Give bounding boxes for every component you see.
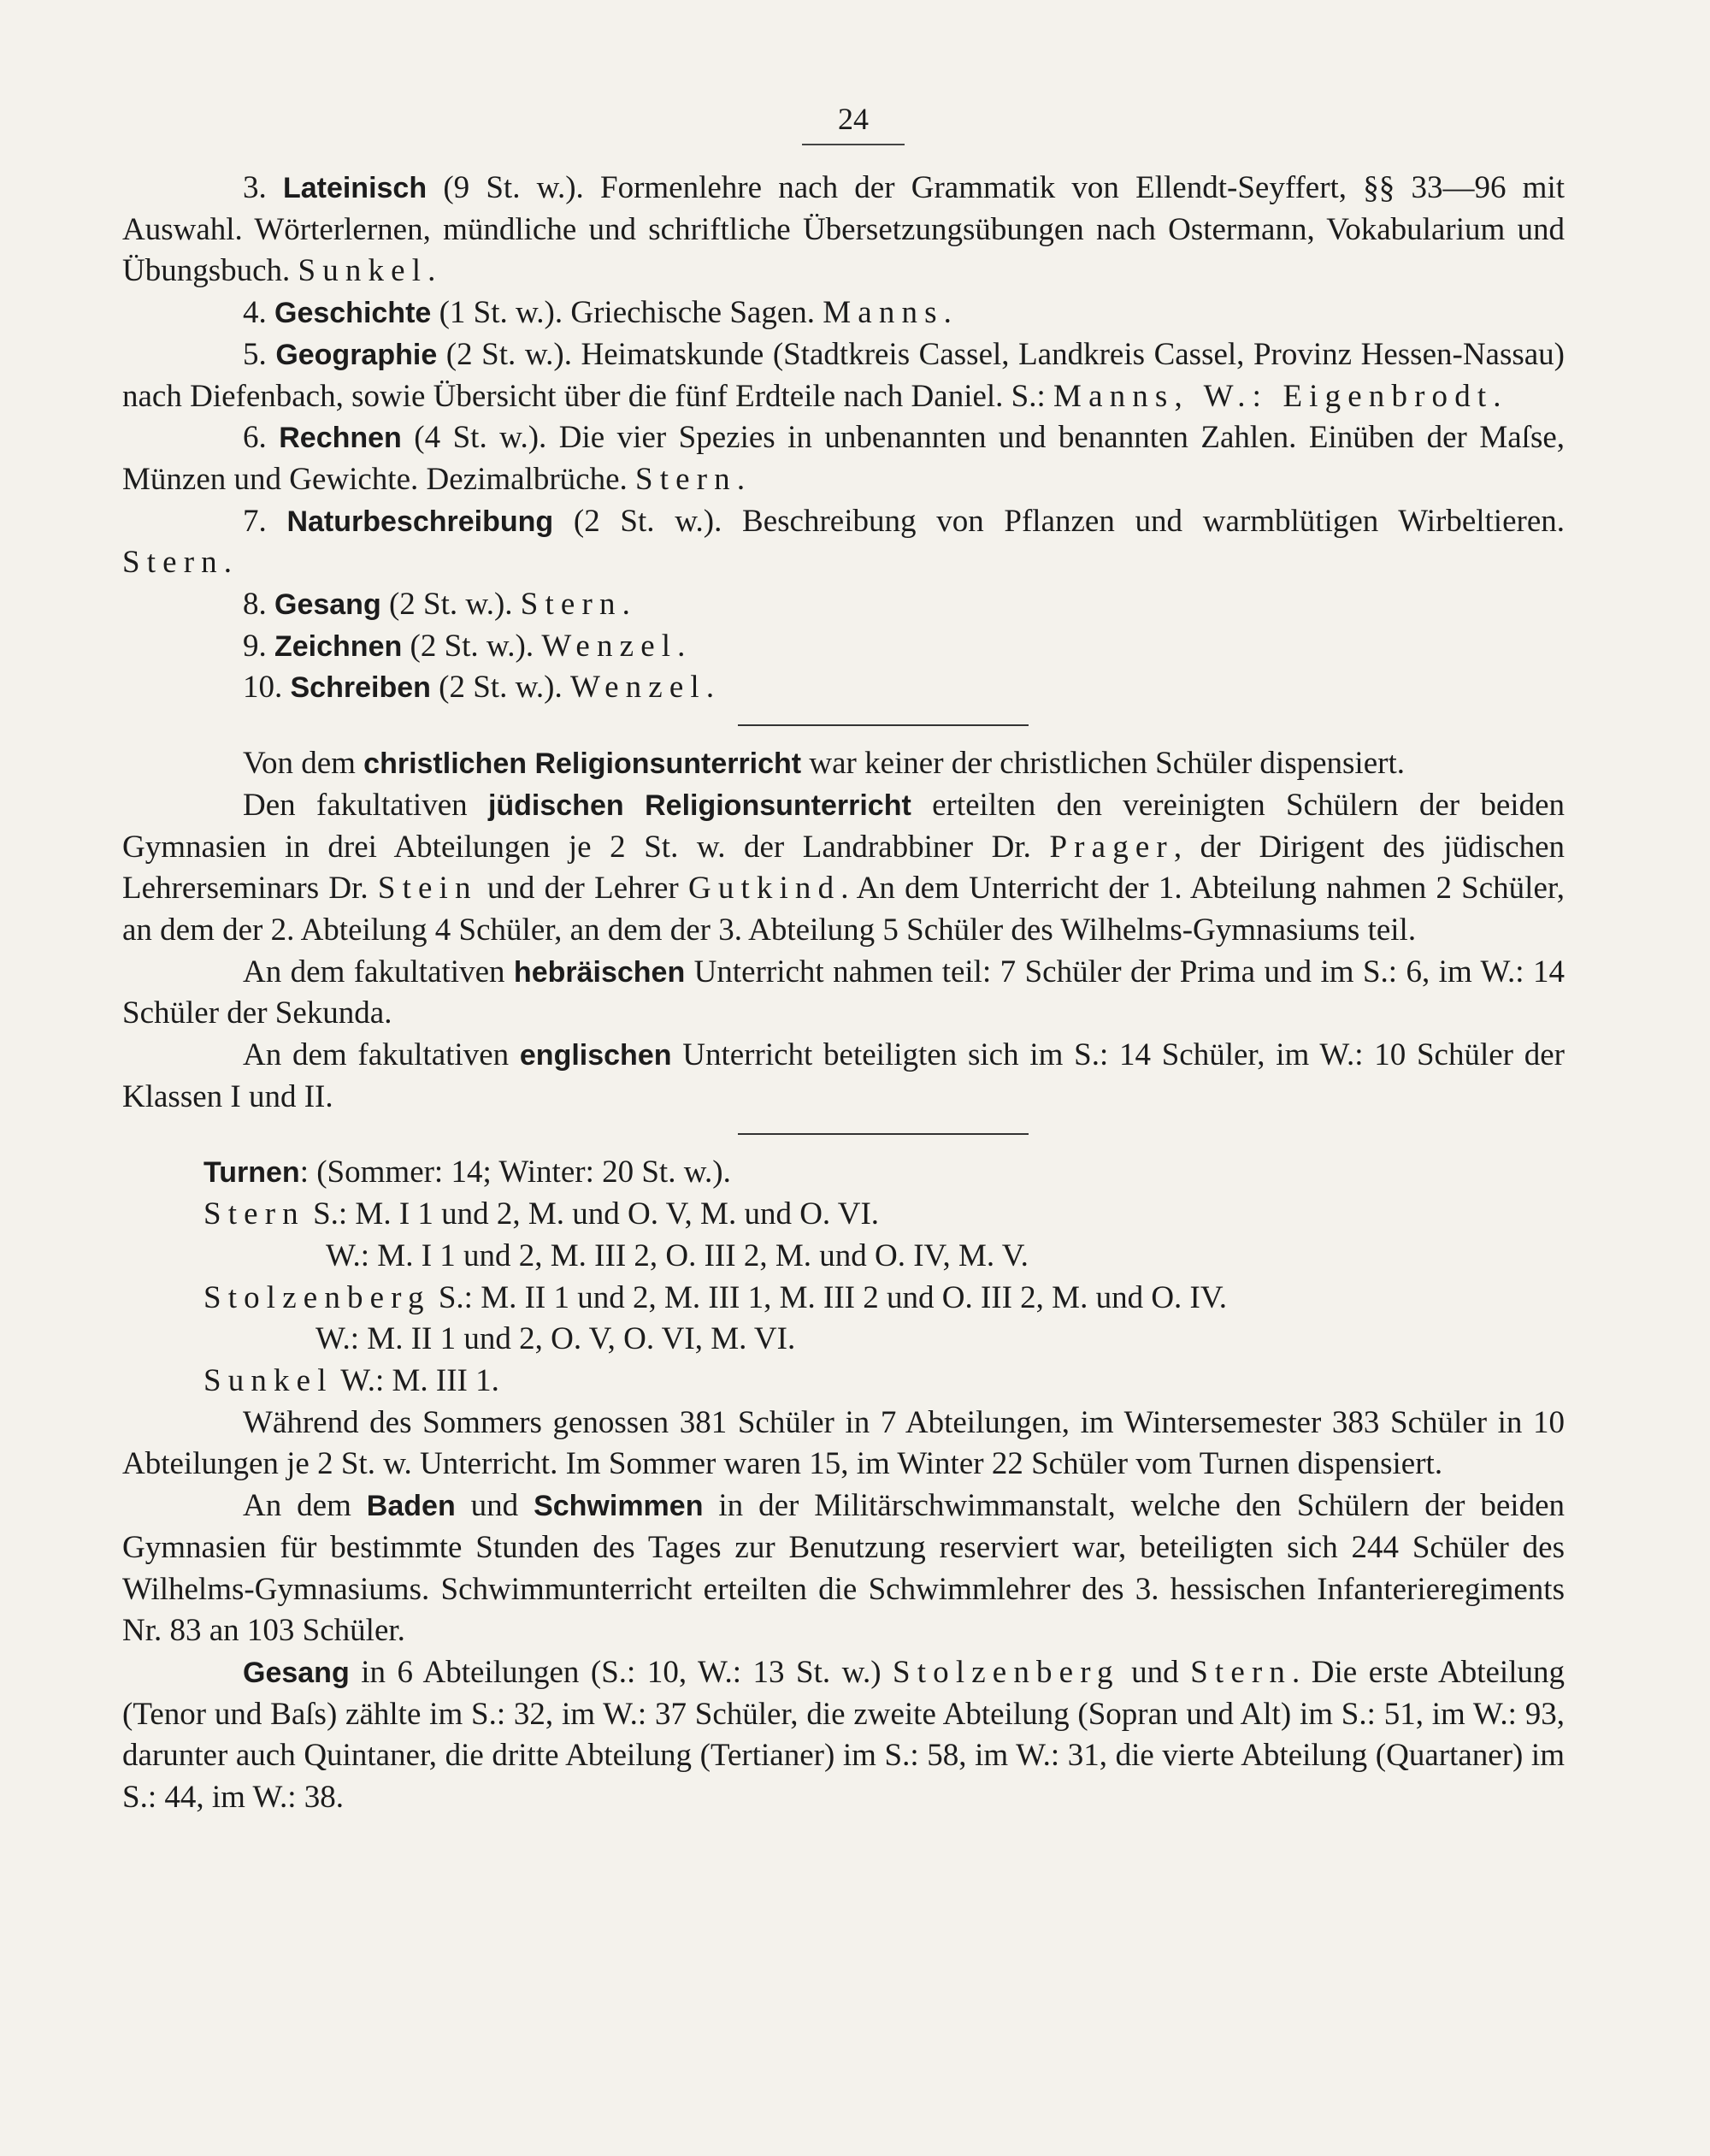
subject-heading: Lateinisch: [282, 172, 428, 204]
teacher-name: Sunkel.: [298, 253, 443, 289]
section-heading: Schwimmen: [534, 1490, 704, 1523]
subject-drawing: 9. Zeichnen (2 St. w.). Wenzel.: [243, 628, 693, 664]
religion-jewish: Den fakultativen jüdischen Religionsunterricht erteilten den vereinigten Schülern der beiden Gymnasien in drei Abteilungen je 2 St. w. der Landrabbiner Dr. Prager, der Dirigent des jüdischen Lehrerseminars Dr. Stein und der Lehrer Gutkind. An dem Unterricht der 1. Abteilung nahmen 2 Schüler, an dem der 2. Abteilung 4 Schüler, an dem der 3. Abteilung 5 Schüler des Wilhelms-Gymnasiums teil.: [122, 787, 1565, 948]
subject-heading: Schreiben: [290, 671, 431, 705]
section-heading: Baden: [366, 1490, 456, 1523]
subject-heading: Geschichte: [274, 297, 432, 330]
singing-paragraph: Gesang in 6 Abteilungen (S.: 10, W.: 13 St. w.) Stolzenberg und Stern. Die erste Abteilung (Tenor und Baſs) zählte im S.: 32, im W.: 37 Schüler, die zweite Abteilung (Sopran und Alt) im S.: 51, im W.: 93, darunter auch Quintaner, die dritte Abteilung (Tertianer) im S.: 58, im W.: 31, die vierte Abteilung (Quartaner) im S.: 44, im W.: 38.: [122, 1654, 1565, 1816]
religion-christian: Von dem christlichen Religionsunterricht war keiner der christlichen Schüler dispensiert.: [243, 746, 1405, 782]
turnen-sunkel-winter: Sunkel W.: M. III 1.: [203, 1362, 499, 1398]
page-number-rule: [802, 144, 905, 145]
subject-heading: Naturbeschreibung: [286, 505, 554, 538]
body-text: [122, 168, 1565, 1819]
section-divider: [738, 1133, 1029, 1135]
turnen-stern-winter: W.: M. I 1 und 2, M. III 2, O. III 2, M. und O. IV, M. V.: [326, 1237, 1029, 1273]
teacher-name: Stern.: [635, 461, 752, 497]
subject-heading: Zeichnen: [274, 629, 403, 663]
teacher-name: Manns, W.: Eigenbrodt.: [1053, 378, 1508, 414]
section-heading: englischen: [519, 1039, 672, 1072]
turnen-summary: Während des Sommers genossen 381 Schüler in 7 Abteilungen, im Wintersemester 383 Schüler in 10 Abteilungen je 2 St. w. Unterricht. Im Sommer waren 15, im Winter 22 Schüler vom Turnen dispensiert.: [122, 1404, 1565, 1482]
section-heading: hebräischen: [513, 955, 686, 989]
section-heading: Gesang: [243, 1656, 350, 1689]
subject-natural-history: 7. Naturbeschreibung (2 St. w.). Beschreibung von Pflanzen und warmblütigen Wirbeltieren. Stern.: [122, 503, 1566, 581]
subject-history: 4. Geschichte (1 St. w.). Griechische Sagen. Manns.: [243, 295, 959, 331]
subject-heading: Gesang: [274, 588, 381, 622]
teacher-name: Wenzel.: [541, 628, 693, 664]
subject-latin: 3. Lateinisch (9 St. w.). Formenlehre nach der Grammatik von Ellendt-Seyffert, §§ 33—96 mit Auswahl. Wörterlernen, mündliche und schriftliche Übersetzungsübungen nach Ostermann, Vokabularium und Übungsbuch. Sunkel.: [122, 170, 1565, 289]
section-heading: jüdischen Religionsunterricht: [487, 789, 911, 822]
turnen-intro: Turnen: (Sommer: 14; Winter: 20 St. w.).: [203, 1155, 731, 1190]
turnen-stern-summer: Stern S.: M. I 1 und 2, M. und O. V, M. und O. VI.: [203, 1196, 880, 1232]
hebrew-instruction: An dem fakultativen hebräischen Unterricht nahmen teil: 7 Schüler der Prima und im S.: 6, im W.: 14 Schüler der Sekunda.: [122, 954, 1565, 1031]
english-instruction: An dem fakultativen englischen Unterricht beteiligten sich im S.: 14 Schüler, im W.: 10 Schüler der Klassen I und II.: [122, 1037, 1565, 1114]
teacher-name: Manns.: [823, 295, 959, 331]
turnen-stolzenberg-winter: W.: M. II 1 und 2, O. V, O. VI, M. VI.: [315, 1321, 796, 1357]
subject-geography: 5. Geographie (2 St. w.). Heimatskunde (Stadtkreis Cassel, Landkreis Cassel, Provinz Hessen-Nassau) nach Diefenbach, sowie Übersicht über die fünf Erdteile nach Daniel. S.: Manns, W.: Eigenbrodt.: [122, 336, 1566, 414]
section-heading: christlichen Religionsunterricht: [363, 747, 802, 781]
turnen-stolzenberg-summer: Stolzenberg S.: M. II 1 und 2, M. III 1, M. III 2 und O. III 2, M. und O. IV.: [203, 1279, 1228, 1315]
subject-heading: Geographie: [275, 338, 438, 371]
section-divider: [738, 724, 1029, 726]
subject-writing: 10. Schreiben (2 St. w.). Wenzel.: [243, 670, 722, 706]
teacher-name: Stern.: [520, 587, 637, 623]
page-number: 24: [838, 102, 869, 136]
swimming-paragraph: An dem Baden und Schwimmen in der Militärschwimmanstalt, welche den Schülern der beiden Gymnasien für bestimmte Stunden des Tages zur Benutzung reserviert war, beteiligten sich 244 Schüler des Wilhelms-Gymnasiums. Schwimmunterricht erteilten die Schwimmlehrer des 3. hessischen Infanterieregiments Nr. 83 an 103 Schüler.: [122, 1488, 1565, 1649]
subject-singing: 8. Gesang (2 St. w.). Stern.: [243, 587, 637, 623]
subject-arithmetic: 6. Rechnen (4 St. w.). Die vier Spezies in unbenannten und benannten Zahlen. Einüben der Maſse, Münzen und Gewichte. Dezimalbrüche. Stern.: [122, 420, 1566, 497]
subject-heading: Rechnen: [279, 422, 402, 455]
section-heading: Turnen: [203, 1156, 300, 1190]
teacher-name: Stern.: [122, 545, 239, 581]
teacher-name: Wenzel.: [569, 670, 722, 706]
